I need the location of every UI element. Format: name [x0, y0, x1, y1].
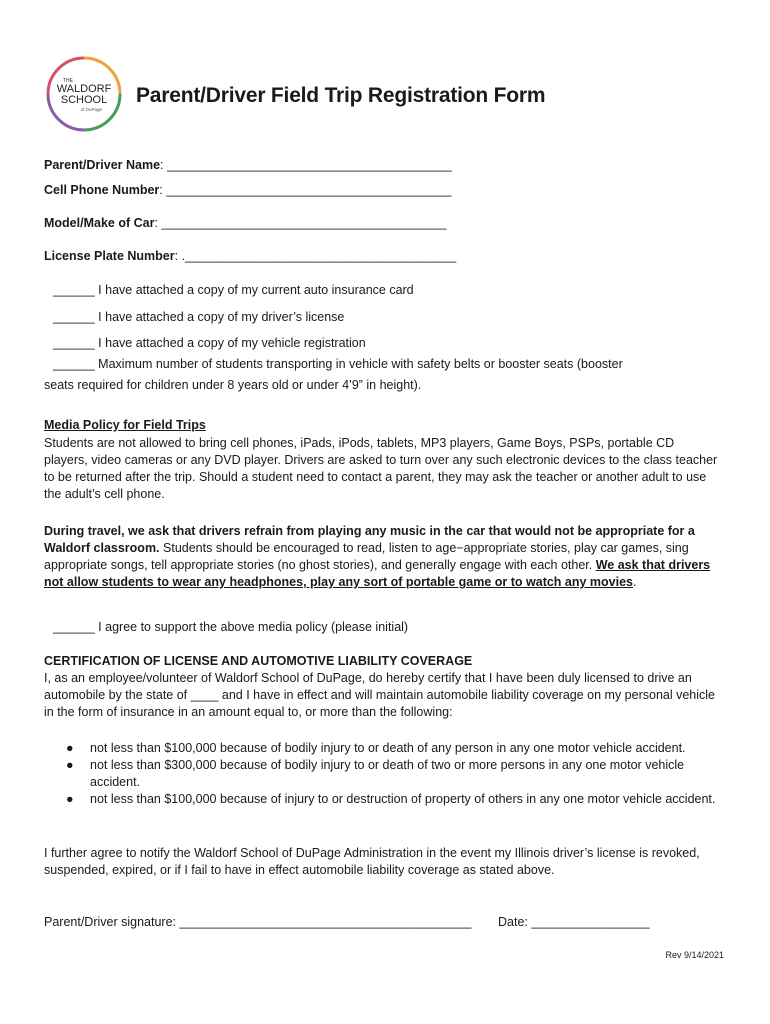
driver-name-blank[interactable]: : _________________________________________ — [160, 158, 453, 172]
license-plate-blank[interactable]: : ._______________________________________ — [174, 249, 457, 263]
check-max-students-cont: seats required for children under 8 years old or under 4’9” in height). — [44, 378, 422, 392]
media-para2-end: . — [633, 575, 637, 589]
media-para2-bold: During travel, we ask that drivers refrain from playing any music in the car that would not be appropriate for a Waldorf classroom. — [44, 524, 695, 555]
date-field[interactable]: Date: _________________ — [498, 915, 650, 929]
media-para2-text: Students should be encouraged to read, listen to age−appropriate stories, play car games, sing appropriate songs, tell appropriate stories (no ghost stories), and generally engage with each other. — [44, 541, 689, 572]
cell-phone-label: Cell Phone Number — [44, 183, 160, 197]
check-license[interactable]: ______ I have attached a copy of my driver’s license — [53, 310, 345, 324]
check-max-students[interactable]: ______ Maximum number of students transporting in vehicle with safety belts or booster seats (booster — [53, 357, 623, 371]
cell-phone-blank[interactable]: : _________________________________________ — [159, 183, 452, 197]
media-policy-para1: Students are not allowed to bring cell phones, iPads, iPods, tablets, MP3 players, Game Boys, PSPs, portable CD players, video cameras or any DVD player. Drivers are asked to turn over any such electronic devices to the class teacher to be returned after the trip. Should a student need to contact a parent, they may ask the teacher or another adult to use the adult’s cell phone. — [44, 436, 718, 501]
coverage-bullet-3: not less than $100,000 because of injury to or destruction of property of others in any one motor vehicle accident. — [90, 792, 716, 806]
bullet-icon: ● — [66, 758, 74, 772]
media-agree-initial[interactable]: ______ I agree to support the above media policy (please initial) — [53, 620, 409, 634]
further-agree-para: I further agree to notify the Waldorf School of DuPage Administration in the event my Illinois driver’s license is revoked, suspended, expired, or if I fail to have in effect automobile liability coverage as stated above. — [44, 846, 700, 877]
bullet-icon: ● — [66, 741, 74, 755]
list-item — [66, 791, 716, 808]
media-policy-para2 — [44, 523, 719, 591]
list-item — [66, 757, 716, 791]
license-plate-label: License Plate Number — [44, 249, 175, 263]
school-logo — [44, 54, 124, 134]
coverage-bullet-2: not less than $300,000 because of bodily injury to or death of two or more persons in any one motor vehicle accident. — [90, 758, 685, 789]
driver-name-label: Parent/Driver Name — [44, 158, 161, 172]
car-model-blank[interactable]: : _________________________________________ — [154, 216, 447, 230]
media-para2-bold-underline: We ask that drivers not allow students to wear any headphones, play any sort of portable game or to watch any movies — [44, 558, 711, 589]
driver-name-field[interactable] — [44, 158, 452, 172]
signature-field[interactable]: Parent/Driver signature: __________________________________________ — [44, 915, 472, 929]
logo-ring-icon — [44, 54, 124, 134]
media-policy-heading: Media Policy for Field Trips — [44, 418, 206, 432]
car-model-field[interactable] — [44, 216, 446, 230]
svg-text:THE: THE — [63, 78, 73, 84]
revision-label: Rev 9/14/2021 — [665, 950, 724, 960]
page-title: Parent/Driver Field Trip Registration Form — [136, 84, 546, 107]
coverage-bullet-1: not less than $100,000 because of bodily injury to or death of any person in any one motor vehicle accident. — [90, 741, 686, 755]
cell-phone-field[interactable] — [44, 183, 451, 197]
svg-text:SCHOOL: SCHOOL — [60, 94, 108, 106]
coverage-bullet-list — [66, 740, 716, 808]
svg-text:WALDORF: WALDORF — [56, 83, 112, 95]
bullet-icon: ● — [66, 792, 74, 806]
certification-heading: CERTIFICATION OF LICENSE AND AUTOMOTIVE LIABILITY COVERAGE — [44, 654, 473, 668]
check-registration[interactable]: ______ I have attached a copy of my vehicle registration — [53, 336, 366, 350]
list-item — [66, 740, 716, 757]
car-model-label: Model/Make of Car — [44, 216, 155, 230]
certification-para: I, as an employee/volunteer of Waldorf School of DuPage, do hereby certify that I have been duly licensed to drive an automobile by the state of ____ and I have in effect and will maintain automobile liability coverage on my personal vehicle in the form of insurance in an amount equal to, or more than the following: — [44, 671, 716, 719]
license-plate-field[interactable] — [44, 249, 456, 263]
check-insurance[interactable]: ______ I have attached a copy of my current auto insurance card — [53, 283, 414, 297]
svg-text:of DuPage: of DuPage — [80, 107, 102, 112]
